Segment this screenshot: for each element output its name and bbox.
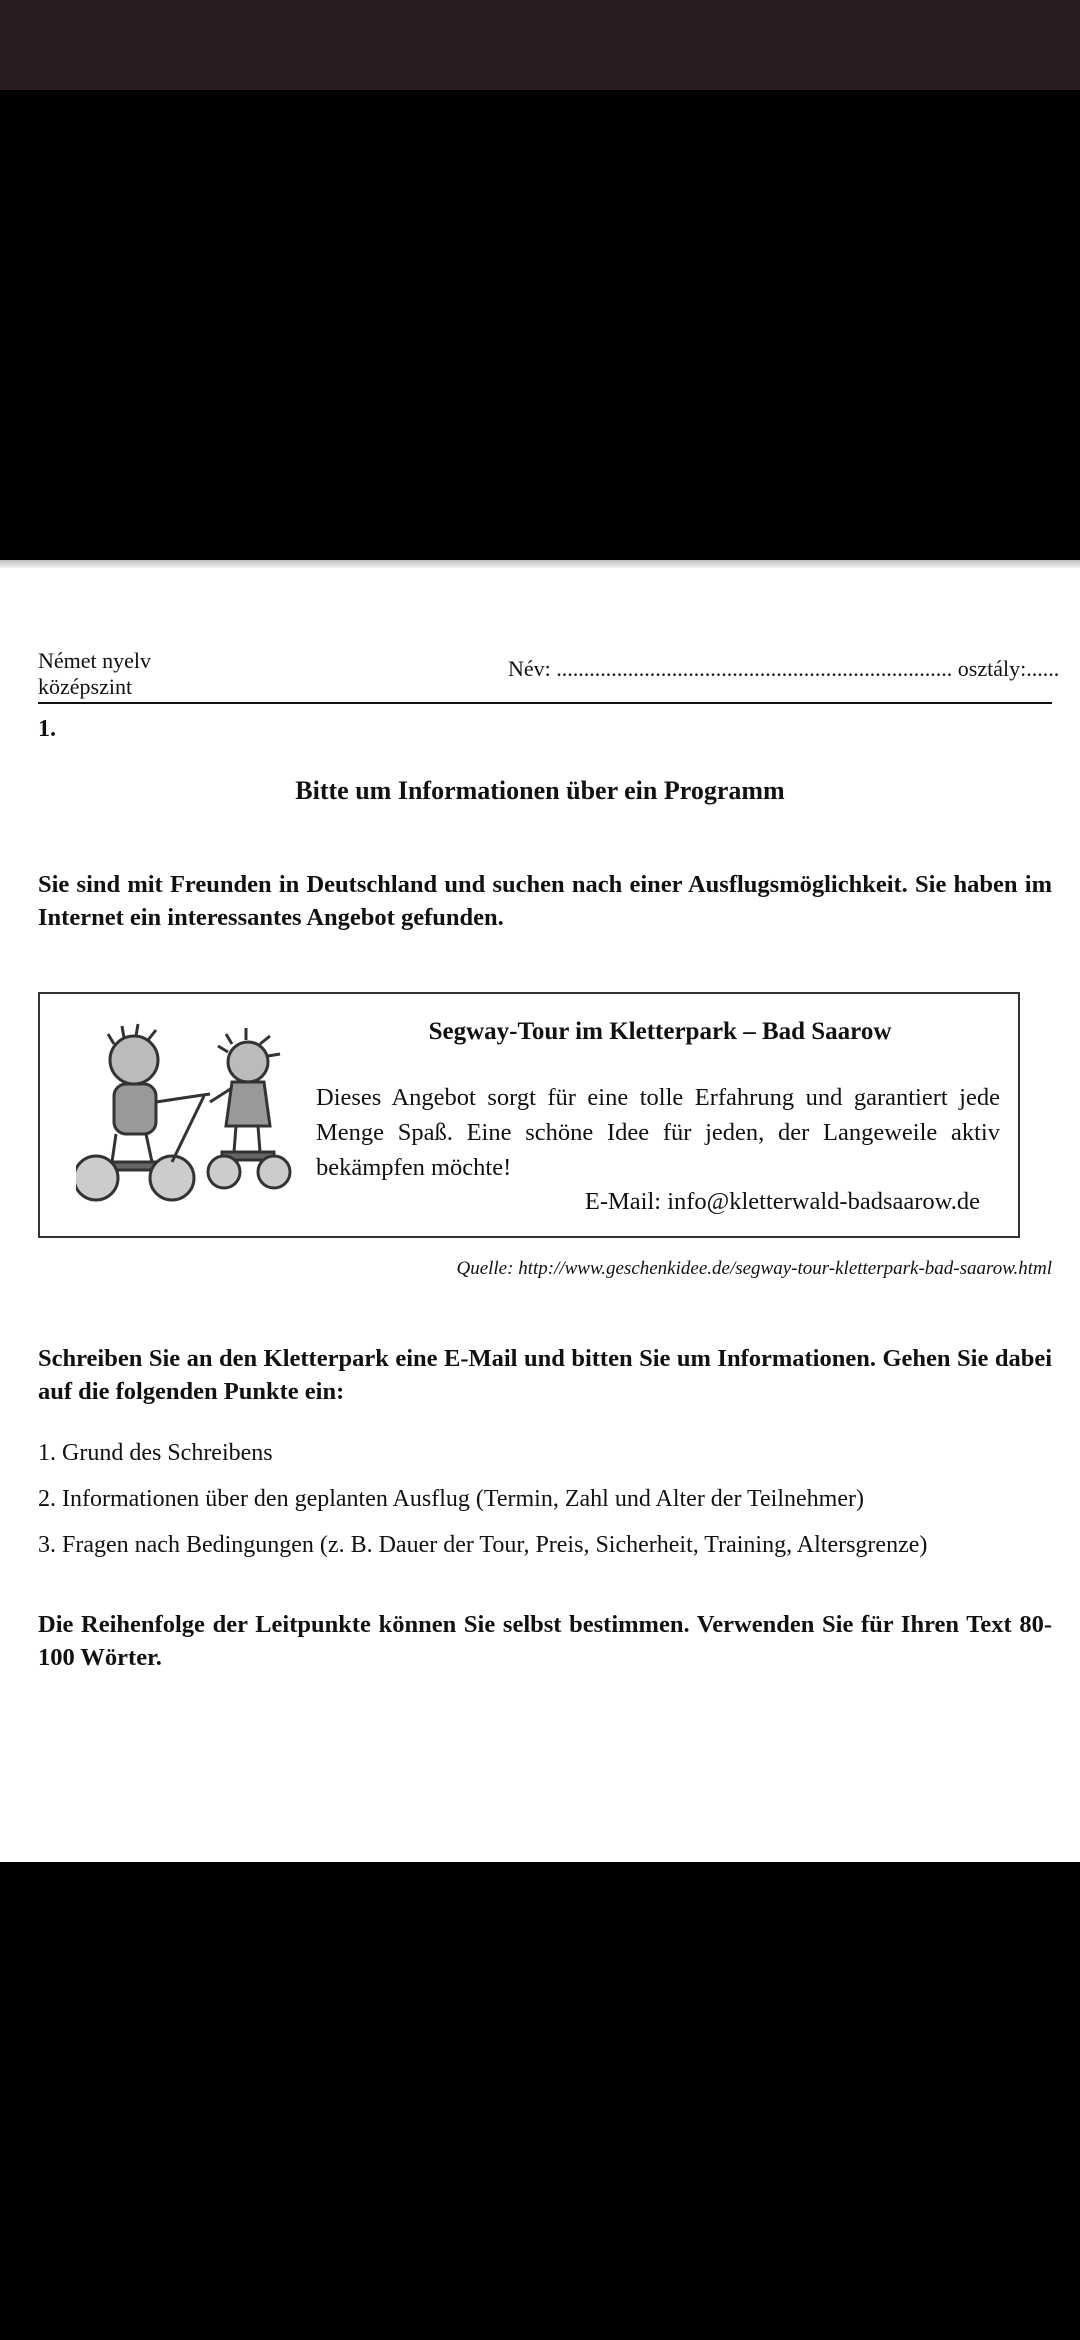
closing-instructions: Die Reihenfolge der Leitpunkte können Sie selbst bestimmen. Verwenden Sie für Ihren Text 80-100 Wörter. <box>38 1611 1052 1671</box>
page-edge-shadow <box>0 560 1080 568</box>
subject-line-2: középszint <box>38 674 133 699</box>
offer-box <box>38 992 1020 1238</box>
page-title: Bitte um Informationen über ein Programm <box>295 776 785 805</box>
header-divider <box>38 702 1052 704</box>
offer-email[interactable]: E-Mail: info@kletterwald-badsaarow.de <box>584 1188 980 1215</box>
task-number: 1. <box>38 716 56 742</box>
intro-paragraph: Sie sind mit Freunden in Deutschland und suchen nach einer Ausflugsmöglichkeit. Sie haben im Internet ein interessantes Angebot gefunden. <box>38 871 1052 931</box>
subject-label <box>38 648 151 700</box>
segway-riders-icon <box>76 1022 296 1212</box>
subject-line-1: Német nyelv <box>38 648 152 673</box>
name-class-field: Név: ........................................................................ osztály:...... <box>508 656 1060 681</box>
offer-title: Segway-Tour im Kletterpark – Bad Saarow <box>428 1018 892 1045</box>
document-page[interactable] <box>0 568 1080 1862</box>
list-item: 3. Fragen nach Bedingungen (z. B. Dauer der Tour, Preis, Sicherheit, Training, Altersgrenze) <box>38 1532 928 1558</box>
source-citation: Quelle: http://www.geschenkidee.de/segway-tour-kletterpark-bad-saarow.html <box>456 1258 1052 1279</box>
task-instructions: Schreiben Sie an den Kletterpark eine E-Mail und bitten Sie um Informationen. Gehen Sie dabei auf die folgenden Punkte ein: <box>38 1345 1052 1405</box>
status-bar <box>0 0 1080 90</box>
list-item: 1. Grund des Schreibens <box>38 1440 273 1466</box>
list-item: 2. Informationen über den geplanten Ausflug (Termin, Zahl und Alter der Teilnehmer) <box>38 1486 864 1512</box>
offer-description: Dieses Angebot sorgt für eine tolle Erfahrung und garantiert jede Menge Spaß. Eine schöne Idee für jeden, der Langeweile aktiv bekämpfen möchte! <box>316 1084 1000 1181</box>
